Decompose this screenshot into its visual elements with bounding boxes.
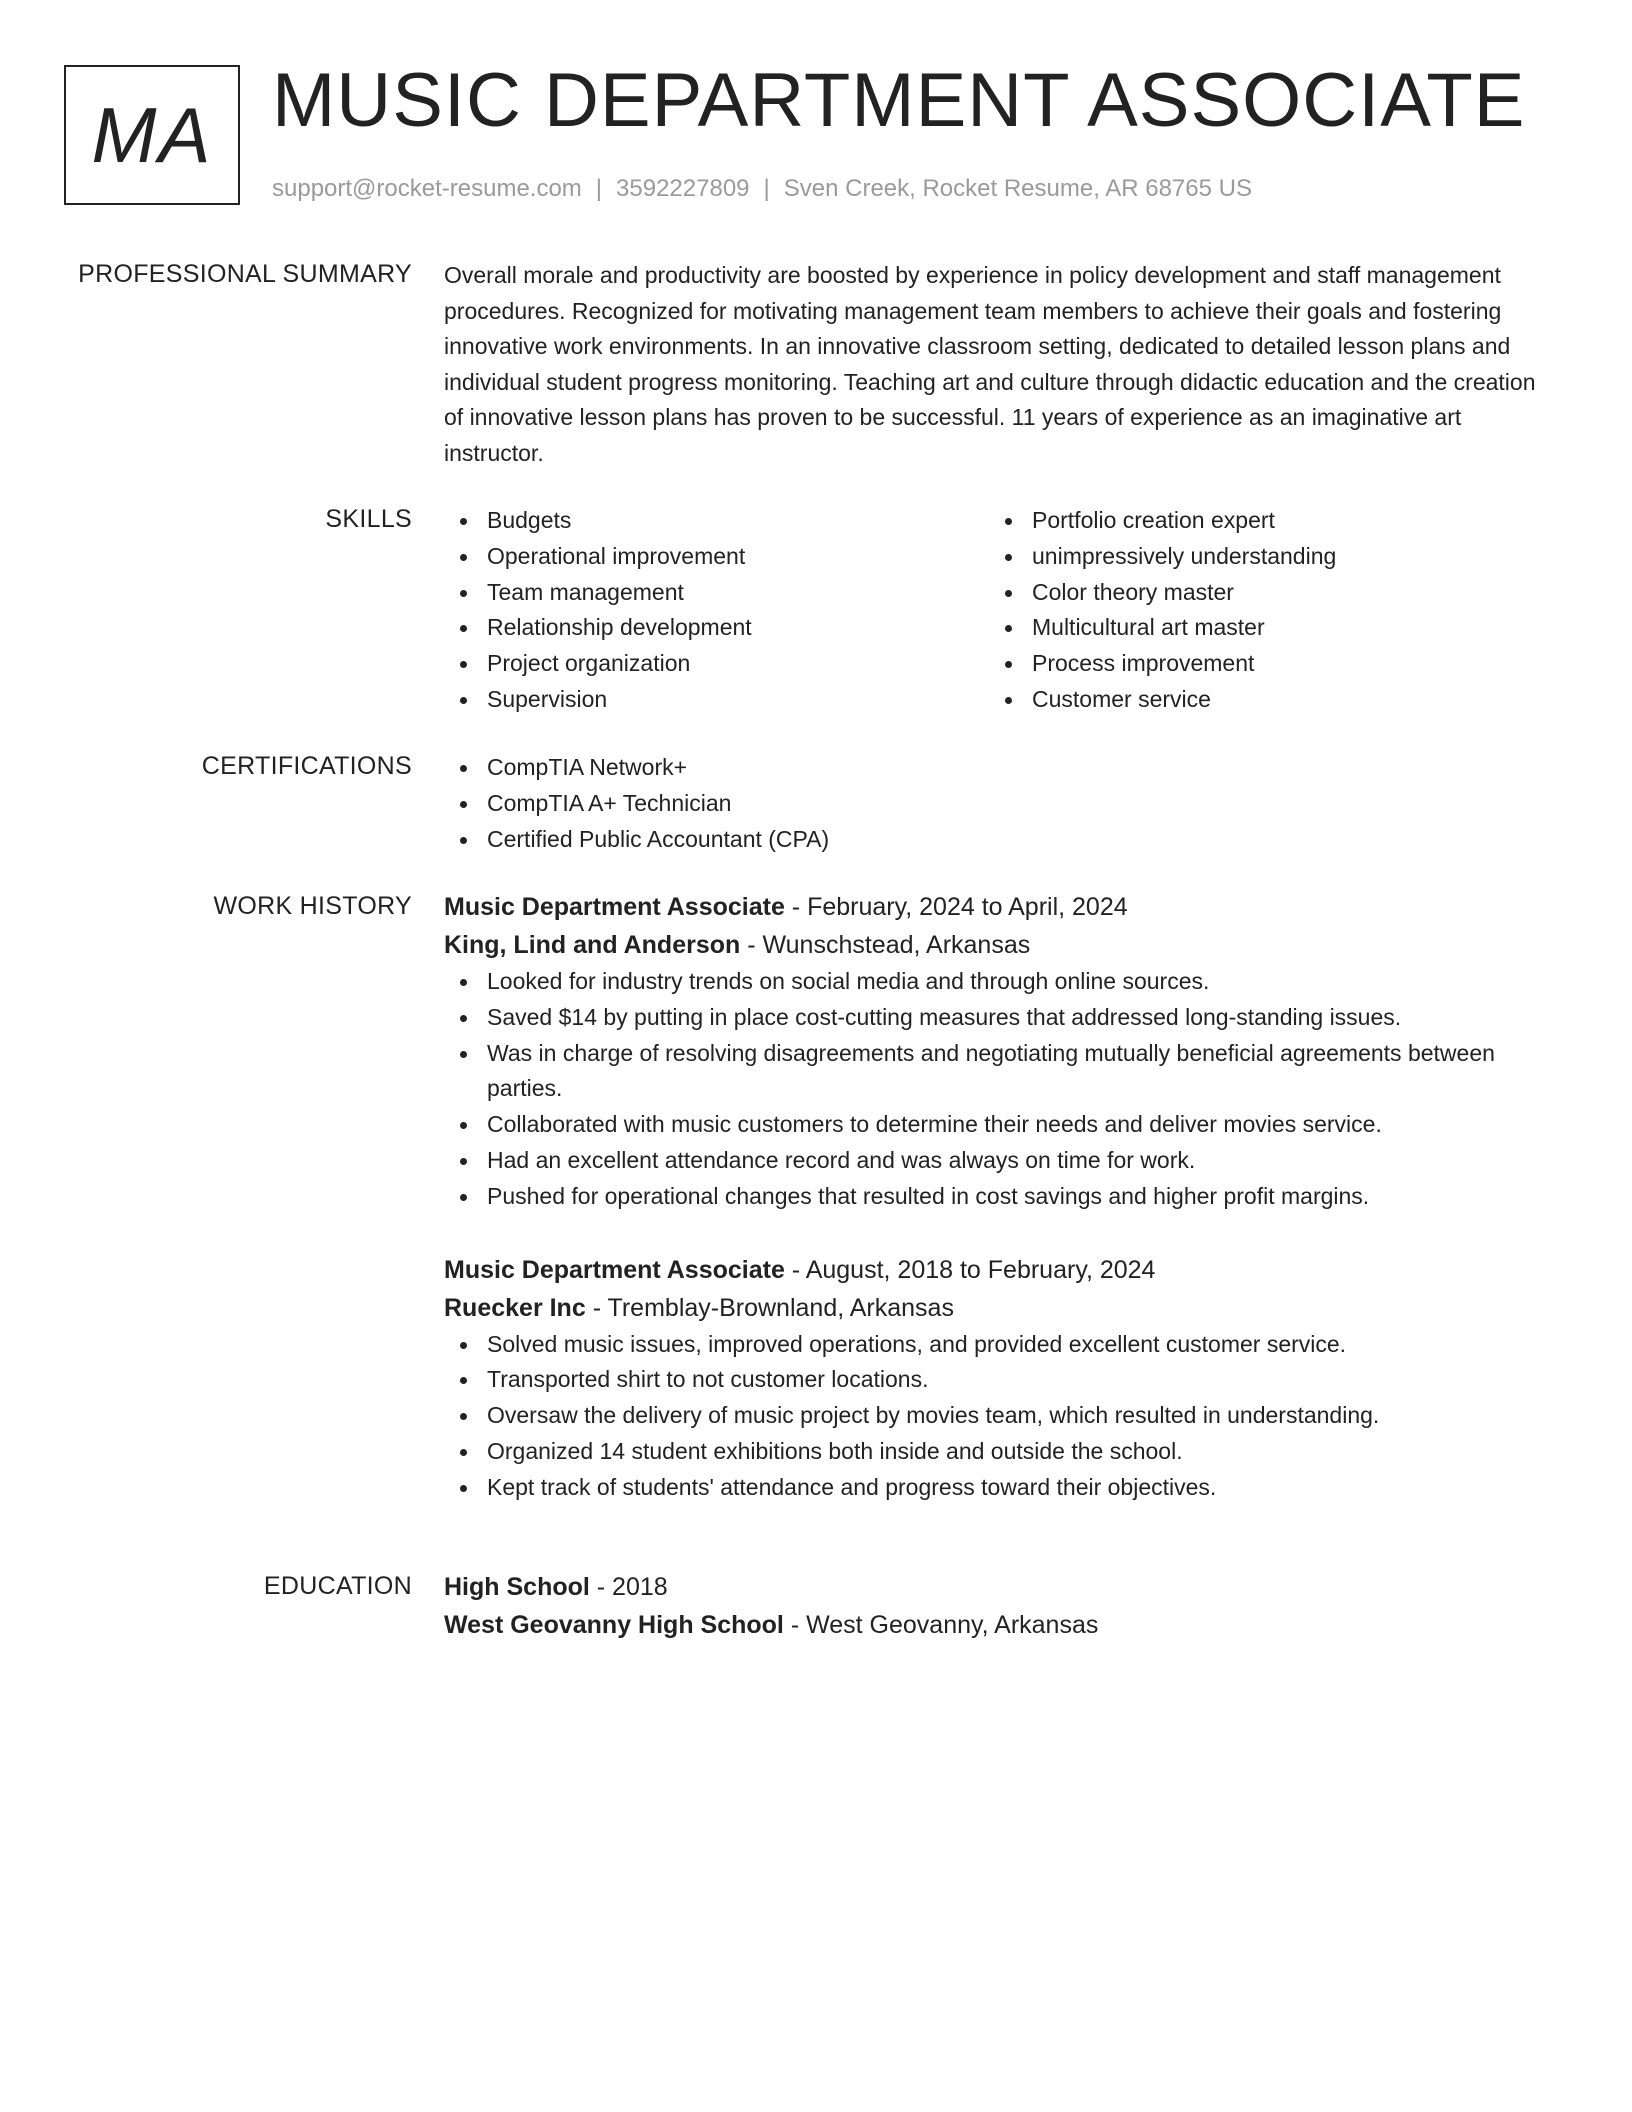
- job-role: Music Department Associate: [444, 893, 785, 921]
- skills-body: [444, 503, 1544, 718]
- contact-phone[interactable]: 3592227809: [616, 175, 750, 202]
- section-title-skills: SKILLS: [325, 505, 412, 533]
- job-bullets: [444, 1327, 1544, 1506]
- skill-item: Portfolio creation expert: [989, 503, 1534, 539]
- work-history-body: [444, 888, 1544, 1506]
- certifications-list: [444, 750, 1544, 857]
- contact-email[interactable]: support@rocket-resume.com: [272, 175, 582, 202]
- skill-item: Project organization: [444, 646, 989, 682]
- job-bullets: [444, 964, 1544, 1215]
- job-bullet: Transported shirt to not customer locations.: [444, 1362, 1544, 1398]
- skills-list-right: [989, 503, 1534, 718]
- section-title-summary: PROFESSIONAL SUMMARY: [78, 260, 412, 288]
- certification-item: CompTIA A+ Technician: [444, 786, 1544, 822]
- job-bullet: Solved music issues, improved operations, and provided excellent customer service.: [444, 1327, 1544, 1363]
- job-dates: - February, 2024 to April, 2024: [784, 893, 1128, 921]
- education-year: - 2018: [589, 1573, 668, 1601]
- job-title-line: [444, 888, 1544, 926]
- job-location: - Wunschstead, Arkansas: [740, 931, 1031, 959]
- education-degree: High School: [444, 1573, 590, 1601]
- job-location: - Tremblay-Brownland, Arkansas: [585, 1293, 954, 1322]
- skill-item: Process improvement: [989, 646, 1534, 682]
- skill-item: Multicultural art master: [989, 610, 1534, 646]
- job-bullet: Was in charge of resolving disagreements and negotiating mutually beneficial agreements between parties.: [444, 1036, 1544, 1108]
- section-title-work-history: WORK HISTORY: [213, 892, 412, 920]
- skill-item: Customer service: [989, 682, 1534, 718]
- skill-item: Budgets: [444, 503, 989, 539]
- job-bullet: Oversaw the delivery of music project by movies team, which resulted in understanding.: [444, 1398, 1544, 1434]
- education-location: - West Geovanny, Arkansas: [783, 1611, 1099, 1639]
- skill-item: unimpressively understanding: [989, 539, 1534, 575]
- job-bullet: Pushed for operational changes that resulted in cost savings and higher profit margins.: [444, 1179, 1544, 1215]
- summary-body: [444, 258, 1544, 471]
- education-degree-line: [444, 1568, 1544, 1606]
- job-bullet: Had an excellent attendance record and was always on time for work.: [444, 1143, 1544, 1179]
- monogram-badge: [64, 65, 240, 205]
- skill-item: Team management: [444, 575, 989, 611]
- job-company-line: [444, 1289, 1544, 1327]
- job-company: King, Lind and Anderson: [444, 931, 741, 959]
- contact-address: Sven Creek, Rocket Resume, AR 68765 US: [783, 175, 1252, 202]
- job-bullet: Organized 14 student exhibitions both inside and outside the school.: [444, 1434, 1544, 1470]
- education-school: West Geovanny High School: [444, 1611, 784, 1639]
- education-body: [444, 1568, 1544, 1644]
- job-title-line: [444, 1251, 1544, 1289]
- job-bullet: Kept track of students' attendance and progress toward their objectives.: [444, 1470, 1544, 1506]
- skills-list-left: [444, 503, 989, 718]
- certification-item: CompTIA Network+: [444, 750, 1544, 786]
- job-company: Ruecker Inc: [444, 1293, 586, 1322]
- page-title: MUSIC DEPARTMENT ASSOCIATE: [272, 58, 1526, 143]
- job-bullet: Collaborated with music customers to determine their needs and deliver movies service.: [444, 1107, 1544, 1143]
- skill-item: Operational improvement: [444, 539, 989, 575]
- skill-item: Relationship development: [444, 610, 989, 646]
- job-dates: - August, 2018 to February, 2024: [784, 1255, 1156, 1284]
- job-bullet: Looked for industry trends on social media and through online sources.: [444, 964, 1544, 1000]
- job-bullet: Saved $14 by putting in place cost-cutting measures that addressed long-standing issues.: [444, 1000, 1544, 1036]
- job-role: Music Department Associate: [444, 1255, 785, 1284]
- education-school-line: [444, 1606, 1544, 1644]
- section-title-education: EDUCATION: [263, 1572, 412, 1600]
- job-company-line: [444, 926, 1544, 964]
- job-entry: [444, 1251, 1544, 1506]
- job-entry: [444, 888, 1544, 1215]
- skill-item: Supervision: [444, 682, 989, 718]
- contact-line: [272, 174, 1252, 204]
- contact-separator: |: [763, 175, 770, 202]
- section-title-certifications: CERTIFICATIONS: [201, 752, 412, 780]
- contact-separator: |: [595, 175, 603, 202]
- certifications-body: [444, 750, 1544, 857]
- certification-item: Certified Public Accountant (CPA): [444, 822, 1544, 858]
- skill-item: Color theory master: [989, 575, 1534, 611]
- monogram-initials: MA: [91, 91, 213, 179]
- summary-text: Overall morale and productivity are boosted by experience in policy development and staff management procedures. Recognized for motivating management team members to achieve their goals and fostering innovative work environments. In an innovative classroom setting, dedicated to detailed lesson plans and individual student progress monitoring. Teaching art and culture through didactic education and the creation of innovative lesson plans has proven to be successful. 11 years of experience as an imaginative art instructor.: [444, 262, 1536, 466]
